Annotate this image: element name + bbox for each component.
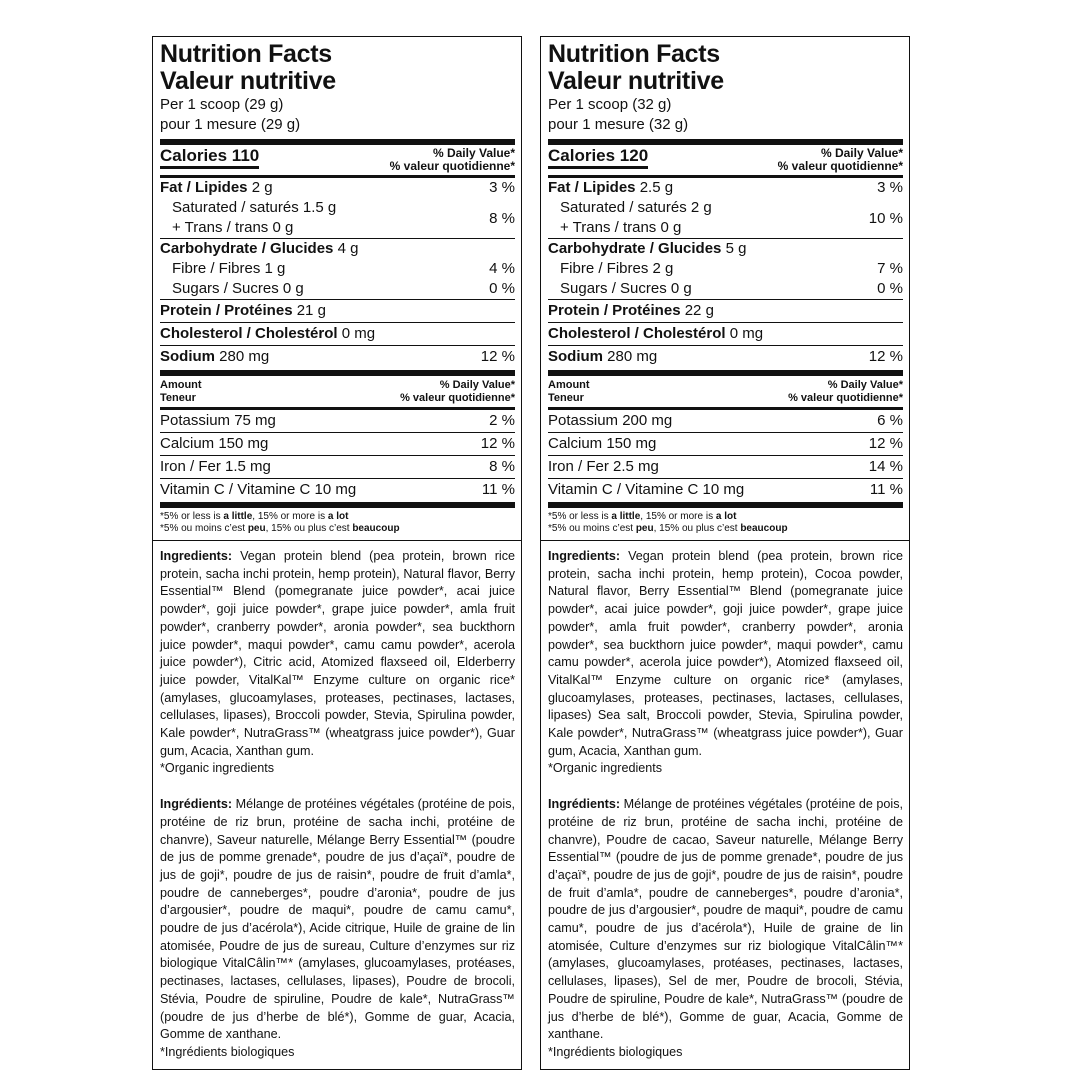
- organic-note-fr: *Ingrédients biologiques: [160, 1044, 295, 1059]
- iron: Iron / Fer 2.5 mg: [548, 458, 659, 475]
- fat-value: 2.5 g: [639, 179, 674, 196]
- saturated-dv: 10 %: [868, 209, 903, 227]
- potassium-row: [548, 410, 903, 432]
- title-en: Nutrition Facts: [548, 40, 720, 68]
- cholesterol-value: 0 mg: [341, 325, 376, 342]
- title-en: Nutrition Facts: [160, 40, 332, 68]
- potassium: Potassium 75 mg: [160, 412, 276, 429]
- saturated: Saturated / saturés 2 g: [560, 199, 712, 216]
- daily-value-fr: % valeur quotidienne*: [389, 159, 515, 173]
- amount-fr: Teneur: [548, 392, 584, 404]
- ingredients-en: Ingredients: Vegan protein blend (pea protein, brown rice protein, sacha inchi protein, hemp protein), Cocoa powder, Natural flavor, Berry Essential™ Blend (pomegranate juice powder*, acai juice powder*, goji juice powder*, grape juice powder*, amla fruit powder*, cranberry powder*, aronia powder*, sea buckthorn juice powder*, maqui powder*, camu camu powder*, acerola juice powder*), Atomized flaxseed oil, VitalKal™ Enzyme culture on organic rice* (amylases, glucoamylases, proteases, pectinases, lactases, cellulases, lipases) Sea salt, Broccoli powder, Stevia, Spirulina powder, Kale powder*, NutraGrass™ (wheatgrass juice powder*), Guar gum, Acacia, Xanthan gum.: [548, 549, 903, 758]
- fat-dv: 3 %: [489, 179, 515, 196]
- fibre-dv: 4 %: [489, 260, 515, 277]
- footnote-en: *5% or less is a little, 15% or more is a lot: [160, 511, 349, 522]
- sodium-value: 280 mg: [219, 348, 270, 365]
- carb-label: Carbohydrate / Glucides: [160, 240, 334, 257]
- iron: Iron / Fer 1.5 mg: [160, 458, 271, 475]
- footnote: [548, 508, 903, 535]
- saturated-trans-row: [160, 198, 515, 238]
- ingredients-fr: Ingrédients: Mélange de protéines végétales (protéine de pois, protéine de riz brun, protéine de sacha inchi, protéine de chanvre), Saveur naturelle, Mélange Berry Essential™ (poudre de jus de pomme grenade*, poudre de jus d’açaï*, poudre de jus de goji*, poudre de jus de raisin*, poudre de fruit d’amla*, poudre de canneberges*, poudre d’aronia*, poudre de jus d’argousier*, poudre de maqui*, poudre de camu camu*, poudre de jus d’acérola*), Acide citrique, Huile de graine de lin atomisée, Poudre de jus de sureau, Culture d’enzymes sur riz biologique VitalCâlin™* (amylases, glucoamylases, protéases, pectinases, lactases, cellulases, lipases), Poudre de brocoli, Stévia, Poudre de spiruline, Poudre de kale*, NutraGrass™ (poudre de jus d’herbe de blé*), Gomme de guar, Acacia, Gomme de xanthane.: [160, 797, 515, 1042]
- protein-value: 21 g: [296, 302, 326, 319]
- nutrition-facts-table: [541, 37, 909, 540]
- fibre-row: [160, 259, 515, 279]
- iron-row: [548, 456, 903, 478]
- sugars-dv: 0 %: [489, 280, 515, 297]
- fat-label: Fat / Lipides: [548, 179, 636, 196]
- ingredients-fr: Ingrédients: Mélange de protéines végétales (protéine de pois, protéine de riz brun, protéine de sacha inchi, protéine de chanvre), Poudre de cacao, Saveur naturelle, Mélange Berry Essential™ (poudre de jus de pomme grenade*, poudre de jus d’açaï*, poudre de jus de goji*, poudre de jus de raisin*, poudre de fruit d’amla*, poudre de canneberges*, poudre d’aronia*, poudre de jus d’argousier*, poudre de maqui*, poudre de camu camu*, poudre de jus d’acérola*), Huile de graine de lin atomisée, Culture d’enzymes sur riz biologique VitalCâlin™* (amylases, glucoamylases, protéases, pectinases, lactases, cellulases, lipases), Sel de mer, Poudre de brocoli, Stévia, Poudre de spiruline, Poudre de kale*, NutraGrass™ (poudre de jus d’herbe de blé*), Gomme de guar, Acacia, Gomme de xanthane.: [548, 797, 903, 1042]
- footnote-en: *5% or less is a little, 15% or more is a lot: [548, 511, 737, 522]
- nutrition-panel-left: [152, 36, 522, 1070]
- ingredients-section: [541, 540, 909, 1062]
- vitamin-c: Vitamin C / Vitamine C 10 mg: [548, 481, 745, 498]
- carb-value: 4 g: [337, 240, 359, 257]
- organic-note-en: *Organic ingredients: [548, 761, 663, 776]
- potassium-dv: 6 %: [877, 412, 903, 429]
- serving-fr: pour 1 mesure (32 g): [548, 116, 689, 133]
- amount-en: Amount: [160, 379, 202, 391]
- fat-label: Fat / Lipides: [160, 179, 248, 196]
- ingredients-en: Ingredients: Vegan protein blend (pea protein, brown rice protein, sacha inchi protein, hemp protein), Natural flavor, Berry Essential™ Blend (pomegranate juice powder*, acai juice powder*, goji juice powder*, grape juice powder*, amla fruit powder*, cranberry powder*, aronia powder*, sea buckthorn juice powder*, maqui powder*, camu camu powder*, acerola juice powder*), Citric acid, Atomized flaxseed oil, Elderberry juice powder, VitalKal™ Enzyme culture on organic rice* (amylases, glucoamylases, proteases, pectinases, lactases, cellulases, lipases), Broccoli powder, Stevia, Spirulina powder, Kale powder*, NutraGrass™ (wheatgrass juice powder*), Guar gum, Acacia, Xanthan gum.: [160, 549, 515, 758]
- amount-header: [160, 376, 515, 407]
- organic-note-fr: *Ingrédients biologiques: [548, 1044, 683, 1059]
- fat-row: [160, 178, 515, 198]
- calories-row: [548, 145, 903, 173]
- serving-en: Per 1 scoop (29 g): [160, 96, 284, 113]
- protein-label: Protein / Protéines: [548, 302, 681, 319]
- serving-fr: pour 1 mesure (29 g): [160, 116, 301, 133]
- calcium: Calcium 150 mg: [548, 435, 657, 452]
- vitamin-c: Vitamin C / Vitamine C 10 mg: [160, 481, 357, 498]
- sugars-dv: 0 %: [877, 280, 903, 297]
- calories-row: [160, 145, 515, 173]
- fat-row: [548, 178, 903, 198]
- calories: Calories 110: [160, 145, 259, 169]
- carb-row: [160, 239, 515, 259]
- amount-fr: Teneur: [160, 392, 196, 404]
- daily-value-en: % Daily Value*: [820, 146, 903, 160]
- ingredients-section: [153, 540, 521, 1062]
- vitamin-c-dv: 11 %: [869, 481, 903, 498]
- amount-header: [548, 376, 903, 407]
- fibre: Fibre / Fibres 2 g: [560, 260, 674, 277]
- sodium-label: Sodium: [160, 348, 215, 365]
- cholesterol-label: Cholesterol / Cholestérol: [548, 325, 726, 342]
- saturated-dv: 8 %: [489, 209, 515, 227]
- calcium-dv: 12 %: [480, 435, 515, 452]
- daily-value-fr-2: % valeur quotidienne*: [788, 392, 903, 404]
- protein-row: [548, 300, 903, 322]
- protein-row: [160, 300, 515, 322]
- footnote: [160, 508, 515, 535]
- daily-value-header: [778, 145, 903, 173]
- amount-en: Amount: [548, 379, 590, 391]
- title-fr: Valeur nutritive: [548, 67, 724, 95]
- sugars-row: [160, 279, 515, 299]
- trans: + Trans / trans 0 g: [560, 219, 682, 236]
- potassium: Potassium 200 mg: [548, 412, 673, 429]
- iron-dv: 8 %: [489, 458, 515, 475]
- cholesterol-value: 0 mg: [729, 325, 764, 342]
- daily-value-fr-2: % valeur quotidienne*: [400, 392, 515, 404]
- sugars: Sugars / Sucres 0 g: [560, 280, 692, 297]
- daily-value-en-2: % Daily Value*: [439, 379, 515, 391]
- sugars: Sugars / Sucres 0 g: [172, 280, 304, 297]
- nutrition-facts-table: [153, 37, 521, 540]
- nutrition-panel-right: [540, 36, 910, 1070]
- daily-value-en: % Daily Value*: [432, 146, 515, 160]
- vitamin-c-dv: 11 %: [481, 481, 515, 498]
- sodium-dv: 12 %: [480, 348, 515, 365]
- daily-value-fr: % valeur quotidienne*: [777, 159, 903, 173]
- fibre: Fibre / Fibres 1 g: [172, 260, 286, 277]
- sodium-value: 280 mg: [607, 348, 658, 365]
- iron-dv: 14 %: [868, 458, 903, 475]
- protein-label: Protein / Protéines: [160, 302, 293, 319]
- serving-en: Per 1 scoop (32 g): [548, 96, 672, 113]
- fibre-dv: 7 %: [877, 260, 903, 277]
- footnote-fr: *5% ou moins c’est peu, 15% ou plus c’est beaucoup: [548, 523, 788, 534]
- potassium-dv: 2 %: [489, 412, 515, 429]
- calcium-row: [160, 433, 515, 455]
- footnote-fr: *5% ou moins c’est peu, 15% ou plus c’est beaucoup: [160, 523, 400, 534]
- potassium-row: [160, 410, 515, 432]
- sugars-row: [548, 279, 903, 299]
- calories: Calories 120: [548, 145, 648, 169]
- cholesterol-row: [160, 323, 515, 345]
- protein-value: 22 g: [684, 302, 714, 319]
- calcium-row: [548, 433, 903, 455]
- fat-dv: 3 %: [877, 179, 903, 196]
- sodium-label: Sodium: [548, 348, 603, 365]
- title-fr: Valeur nutritive: [160, 67, 336, 95]
- carb-row: [548, 239, 903, 259]
- sodium-row: [548, 346, 903, 368]
- iron-row: [160, 456, 515, 478]
- daily-value-en-2: % Daily Value*: [827, 379, 903, 391]
- organic-note-en: *Organic ingredients: [160, 761, 275, 776]
- cholesterol-label: Cholesterol / Cholestérol: [160, 325, 338, 342]
- sodium-dv: 12 %: [868, 348, 903, 365]
- carb-label: Carbohydrate / Glucides: [548, 240, 722, 257]
- daily-value-header: [390, 145, 515, 173]
- calcium: Calcium 150 mg: [160, 435, 269, 452]
- fat-value: 2 g: [251, 179, 273, 196]
- trans: + Trans / trans 0 g: [172, 219, 294, 236]
- saturated-trans-row: [548, 198, 903, 238]
- vitamin-c-row: [160, 479, 515, 501]
- saturated: Saturated / saturés 1.5 g: [172, 199, 337, 216]
- vitamin-c-row: [548, 479, 903, 501]
- carb-value: 5 g: [725, 240, 747, 257]
- fibre-row: [548, 259, 903, 279]
- calcium-dv: 12 %: [868, 435, 903, 452]
- cholesterol-row: [548, 323, 903, 345]
- sodium-row: [160, 346, 515, 368]
